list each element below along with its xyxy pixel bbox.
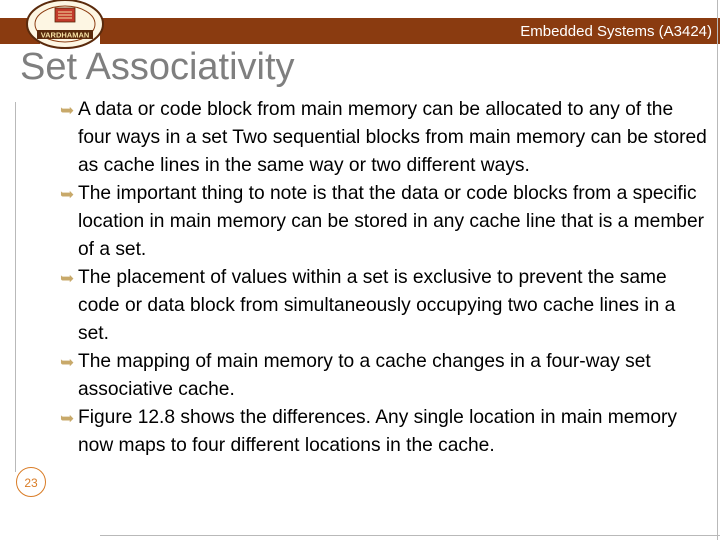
left-rule [15, 102, 16, 472]
bullet-list [60, 96, 710, 460]
bullet-arrow-icon: ➥ [60, 101, 75, 120]
bullet-text: The placement of values within a set is exclusive to prevent the same code or data block from simultaneously occupying two cache lines in a set. [78, 267, 676, 344]
right-rule [717, 0, 718, 540]
bullet-arrow-icon: ➥ [60, 353, 75, 372]
bullet-item [60, 404, 710, 460]
slide-number: 23 [16, 467, 46, 497]
bullet-arrow-icon: ➥ [60, 185, 75, 204]
college-emblem-icon [25, 0, 105, 52]
bullet-item [60, 180, 710, 264]
bullet-item [60, 264, 710, 348]
bullet-item [60, 96, 710, 180]
slide-title: Set Associativity [20, 46, 295, 88]
course-title: Embedded Systems (A3424) [520, 23, 712, 40]
bullet-item [60, 348, 710, 404]
bullet-text: A data or code block from main memory can be allocated to any of the four ways in a set Two sequential blocks from main memory can be stored as cache lines in the same way or two different ways. [78, 99, 707, 176]
institution-name: VARDHAMAN [40, 30, 90, 40]
bullet-text: The mapping of main memory to a cache changes in a four-way set associative cache. [78, 351, 651, 400]
bullet-text: Figure 12.8 shows the differences. Any single location in main memory now maps to four different locations in the cache. [78, 407, 678, 456]
bullet-text: The important thing to note is that the data or code blocks from a specific location in main memory can be stored in any cache line that is a member of a set. [78, 183, 705, 260]
bullet-arrow-icon: ➥ [60, 409, 75, 428]
bottom-rule [100, 535, 720, 536]
bullet-arrow-icon: ➥ [60, 269, 75, 288]
